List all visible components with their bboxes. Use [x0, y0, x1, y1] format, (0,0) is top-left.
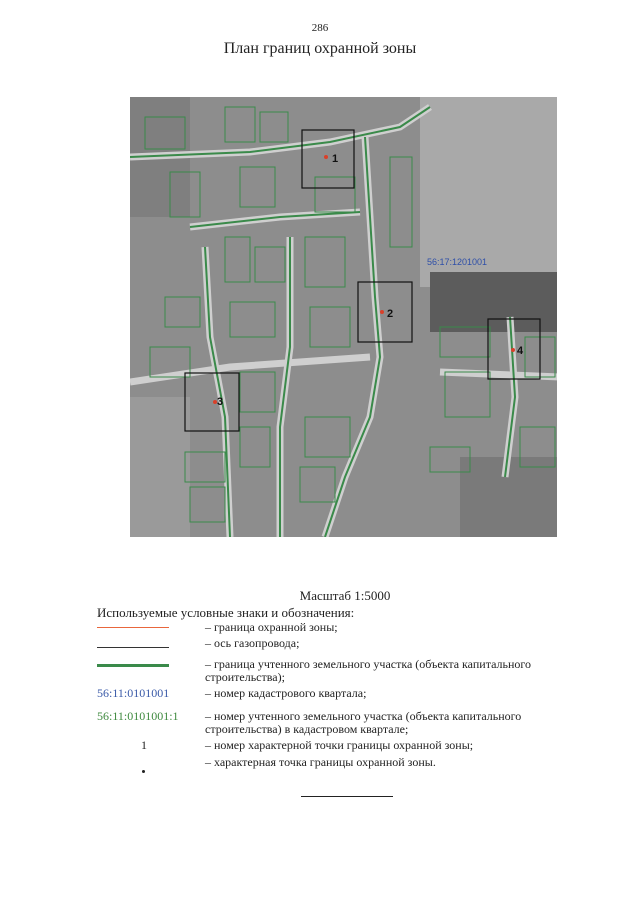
legend-desc: – номер кадастрового квартала;: [205, 686, 367, 700]
legend-row-characteristic-point: [97, 756, 577, 770]
legend-desc: – ось газопровода;: [205, 636, 300, 650]
end-divider: [301, 796, 393, 797]
legend-row-pipeline-axis: [97, 637, 577, 651]
map-canvas: [130, 97, 557, 537]
parcel-number-symbol: 56:11:0101001:1: [97, 709, 179, 723]
page-number: 286: [311, 22, 329, 34]
page-title: План границ охранной зоны: [223, 40, 417, 57]
cadastral-quarter-symbol: 56:11:0101001: [97, 686, 170, 700]
legend-row-parcel-number: [97, 710, 577, 738]
zone-point-label-1: 1: [332, 153, 339, 165]
zone-point-label-2: 2: [387, 308, 394, 320]
legend-desc: – граница охранной зоны;: [205, 620, 338, 634]
aerial-map: [130, 97, 557, 537]
zone-point-label-4: 4: [517, 345, 524, 357]
legend-row-point-number: [97, 739, 577, 753]
legend-row-parcel-boundary: [97, 658, 577, 686]
legend-heading: Используемые условные знаки и обозначения:: [97, 605, 355, 620]
legend-row-zone-boundary: [97, 621, 577, 635]
legend-desc: – номер учтенного земельного участка (объекта капитального строительства) в кадастровом квартале;: [205, 709, 522, 736]
legend-row-cadastral-quarter: [97, 687, 577, 701]
zone-point-label-3: 3: [217, 396, 224, 408]
legend-desc: – характерная точка границы охранной зоны.: [205, 755, 436, 769]
characteristic-point-icon: [142, 763, 152, 776]
map-scale: Масштаб 1:5000: [299, 588, 391, 603]
point-number-symbol: 1: [141, 738, 147, 752]
legend-desc: – номер характерной точки границы охранной зоны;: [205, 738, 474, 752]
cadastral-quarter-label: 56:17:1201001: [427, 257, 488, 267]
legend-desc: – граница учтенного земельного участка (объекта капитального строительства);: [205, 657, 532, 684]
